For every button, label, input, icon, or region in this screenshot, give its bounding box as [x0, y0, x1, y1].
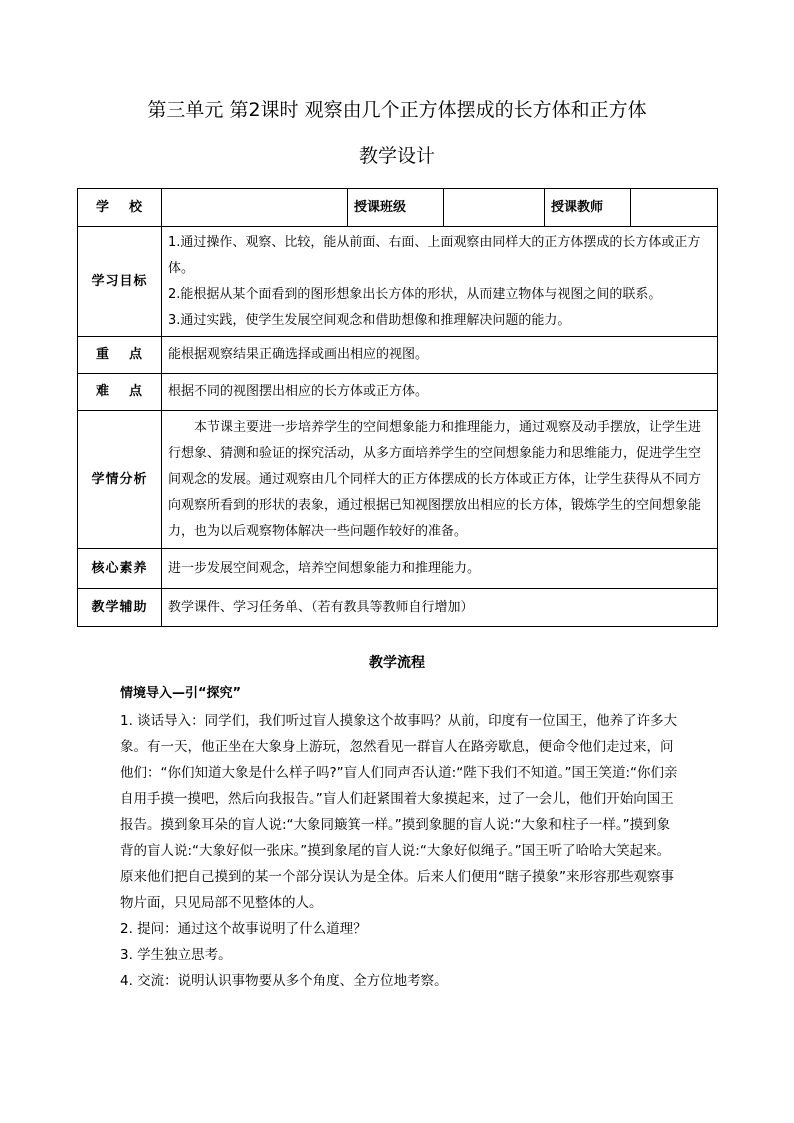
table-row-literacy	[78, 549, 718, 589]
teacher-value	[631, 189, 718, 227]
difficult-point-value: 根据不同的视图摆出相应的长方体或正方体。	[162, 374, 718, 411]
document-subtitle: 教学设计	[358, 145, 435, 167]
table-row-header	[78, 189, 718, 227]
flow-item: 4. 交流：说明认识事物要从多个角度、全方位地考察。	[120, 973, 448, 989]
goal-item: 3.通过实践，使学生发展空间观念和借助想像和推理解决问题的能力。	[168, 312, 571, 328]
school-value	[162, 189, 348, 227]
class-label: 授课班级	[348, 189, 444, 227]
flow-item: 1. 谈话导入：同学们，我们听过盲人摸象这个故事吗？从前，印度有一位国王，他养了许多大象。有一天，他正坐在大象身上游玩，忽然看见一群盲人在路旁歇息，便命令他们走过来，问他们：“你们知道大象是什么样子吗?”盲人们同声否认道:“陛下我们不知道。”国王笑道:“你们亲自用手摸一摸吧，然后向我报告。”盲人们赶紧围着大象摸起来，过了一会儿，他们开始向国王报告。摸到象耳朵的盲人说:“大象同簸箕一样。”摸到象腿的盲人说:“大象和柱子一样。”摸到象背的盲人说:“大象好似一张床。”摸到象尾的盲人说:“大象好似绳子。”国王听了哈哈大笑起来。原来他们把自己摸到的某一个部分误认为是全体。后来人们便用“瞎子摸象”来形容那些观察事物片面，只见局部不见整体的人。	[120, 713, 678, 911]
literacy-value: 进一步发展空间观念，培养空间想象能力和推理能力。	[162, 549, 718, 589]
table-row-key	[78, 337, 718, 374]
section-subheading: 情境导入—引“探究”	[120, 686, 242, 701]
goals-label: 学习目标	[78, 227, 162, 337]
goal-item: 1.通过操作、观察、比较，能从前面、右面、上面观察由同样大的正方体摆成的长方体或正方体。	[168, 234, 701, 276]
goal-item: 2.能根据从某个面看到的图形想象出长方体的形状，从而建立物体与视图之间的联系。	[168, 286, 662, 302]
table-row-difficult	[78, 374, 718, 411]
key-point-value: 能根据观察结果正确选择或画出相应的视图。	[162, 337, 718, 374]
aids-value: 教学课件、学习任务单、（若有教具等教师自行增加）	[162, 589, 718, 627]
key-point-label: 重 点	[78, 337, 162, 374]
flow-item: 2. 提问：通过这个故事说明了什么道理？	[120, 921, 367, 937]
flow-item: 3. 学生独立思考。	[120, 947, 232, 963]
school-label: 学 校	[78, 189, 162, 227]
analysis-value	[162, 411, 718, 549]
table-row-analysis	[78, 411, 718, 549]
lesson-info-table	[77, 188, 718, 627]
section-title: 教学流程	[369, 655, 425, 671]
literacy-label: 核心素养	[78, 549, 162, 589]
class-value	[444, 189, 545, 227]
teacher-label: 授课教师	[545, 189, 631, 227]
difficult-point-label: 难 点	[78, 374, 162, 411]
document-title: 第三单元 第2课时 观察由几个正方体摆成的长方体和正方体	[147, 99, 647, 121]
flow-body	[120, 708, 680, 994]
table-row-goals	[78, 227, 718, 337]
table-row-aids	[78, 589, 718, 627]
goals-cell	[162, 227, 718, 337]
analysis-text: 本节课主要进一步培养学生的空间想象能力和推理能力，通过观察及动手摆放，让学生进行想象、猜测和验证的探究活动，从多方面培养学生的空间想象能力和思维能力，促进学生空间观念的发展。通过观察由几个同样大的正方体摆成的长方体或正方体，让学生获得从不同方向观察所看到的形状的表象，通过根据已知视图摆放出相应的长方体，锻炼学生的空间想象能力，也为以后观察物体解决一些问题作较好的准备。	[168, 419, 702, 539]
analysis-label: 学情分析	[78, 411, 162, 549]
aids-label: 教学辅助	[78, 589, 162, 627]
